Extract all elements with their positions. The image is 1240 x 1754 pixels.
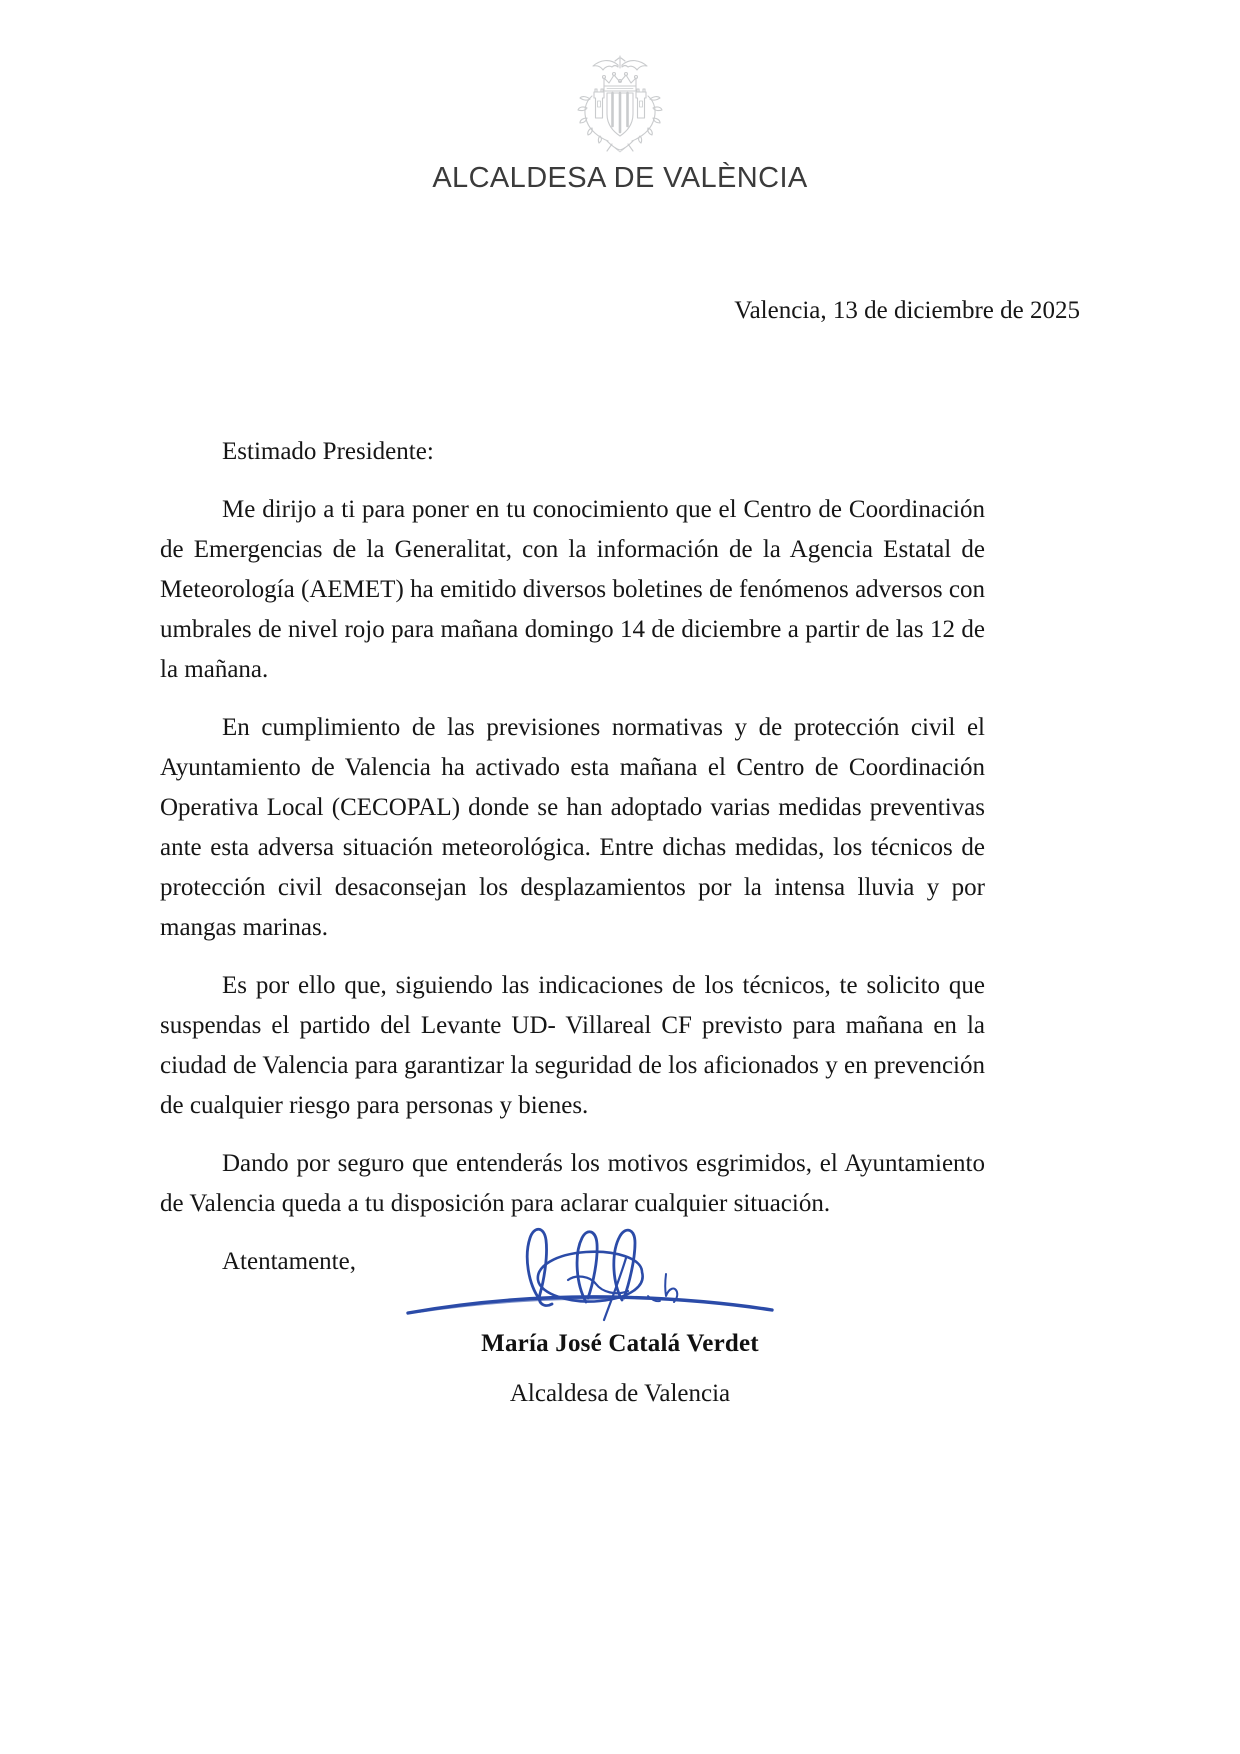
closing-salutation: Atentamente, (222, 1248, 356, 1275)
date-line: Valencia, 13 de diciembre de 2025 (734, 297, 1080, 324)
signature-block (160, 1196, 1080, 1408)
handwritten-signature-icon (390, 1196, 850, 1326)
letter-body (160, 432, 985, 1282)
organization-title: ALCALDESA DE VALÈNCIA (432, 162, 808, 194)
signer-role: Alcaldesa de Valencia (509, 1380, 731, 1407)
valencia-coat-of-arms-icon (574, 52, 666, 156)
body-paragraph-3: Es por ello que, siguiendo las indicaciones de los técnicos, te solicito que suspendas el partido del Levante UD- Villareal CF previsto para mañana en la ciudad de Valencia para garantizar la seguridad de los aficionados y en prevención de cualquier riesgo para personas y bienes. (160, 972, 985, 1119)
letterhead (0, 0, 1240, 195)
body-paragraph-1: Me dirijo a ti para poner en tu conocimiento que el Centro de Coordinación de Emergencias de la Generalitat, con la información de la Agencia Estatal de Meteorología (AEMET) ha emitido diversos boletines de fenómenos adversos con umbrales de nivel rojo para mañana domingo 14 de diciembre a partir de las 12 de la mañana. (160, 496, 985, 683)
salutation: Estimado Presidente: (222, 438, 434, 465)
body-paragraph-2: En cumplimiento de las previsiones normativas y de protección civil el Ayuntamiento de Valencia ha activado esta mañana el Centro de Coordinación Operativa Local (CECOPAL) donde se han adoptado varias medidas preventivas ante esta adversa situación meteorológica. Entre dichas medidas, los técnicos de protección civil desaconsejan los desplazamientos por la intensa lluvia y por mangas marinas. (160, 714, 985, 941)
signer-name: María José Catalá Verdet (481, 1330, 759, 1357)
body-paragraph-4: Dando por seguro que entenderás los motivos esgrimidos, el Ayuntamiento de Valencia queda a tu disposición para aclarar cualquier situación. (160, 1150, 985, 1217)
